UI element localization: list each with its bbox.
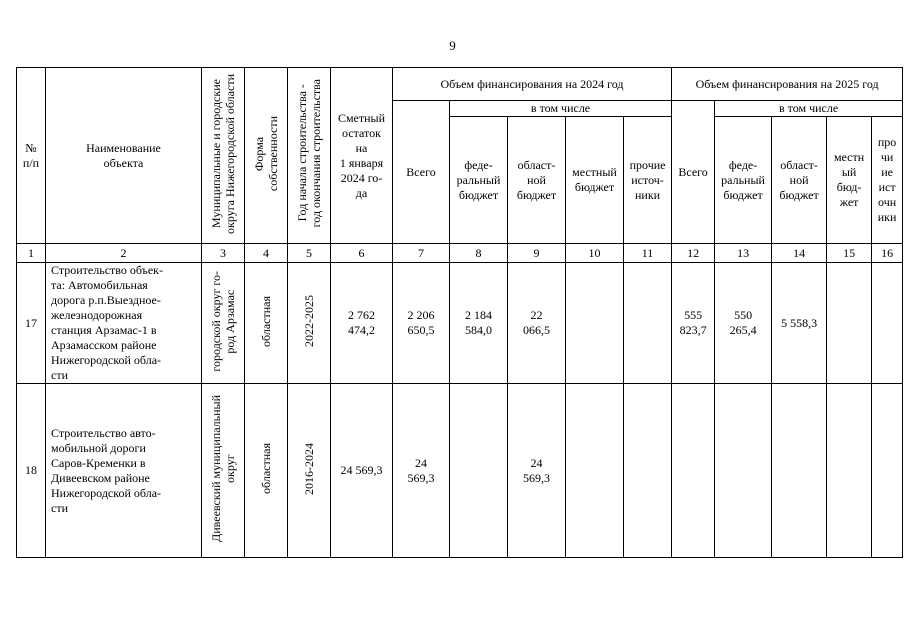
local-2025	[827, 384, 872, 558]
local-2025	[827, 263, 872, 384]
total-2024: 2 206 650,5	[393, 263, 450, 384]
financing-table	[16, 67, 903, 558]
header-ownership-cell	[245, 68, 288, 244]
column-number: 7	[393, 244, 450, 263]
regional-2024: 24 569,3	[508, 384, 566, 558]
column-number-row	[17, 244, 903, 263]
estimate: 24 569,3	[331, 384, 393, 558]
years: 2016-2024	[302, 442, 316, 495]
column-number: 3	[202, 244, 245, 263]
district: городской округ го- род Арзамас	[209, 270, 237, 372]
local-2024	[566, 263, 624, 384]
table-row	[17, 263, 903, 384]
row-num: 17	[17, 263, 46, 384]
regional-2024: 22 066,5	[508, 263, 566, 384]
header-federal-2025: феде- ральный бюджет	[715, 117, 772, 244]
row-num: 18	[17, 384, 46, 558]
years-cell	[288, 384, 331, 558]
column-number: 14	[772, 244, 827, 263]
federal-2024: 2 184 584,0	[450, 263, 508, 384]
column-number: 8	[450, 244, 508, 263]
column-number: 15	[827, 244, 872, 263]
total-2025	[672, 384, 715, 558]
district-cell	[202, 263, 245, 384]
header-fin-2025: Объем финансирования на 2025 год	[672, 68, 903, 101]
header-total-2025: Всего	[672, 101, 715, 244]
other-2025	[872, 384, 903, 558]
header-regional-2025: област- ной бюджет	[772, 117, 827, 244]
header-other-2024: прочие источ- ники	[624, 117, 672, 244]
column-number: 6	[331, 244, 393, 263]
header-fin-2024: Объем финансирования на 2024 год	[393, 68, 672, 101]
column-number: 13	[715, 244, 772, 263]
column-number: 11	[624, 244, 672, 263]
column-number: 9	[508, 244, 566, 263]
column-number: 1	[17, 244, 46, 263]
total-2025: 555 823,7	[672, 263, 715, 384]
column-number: 2	[46, 244, 202, 263]
regional-2025	[772, 384, 827, 558]
header-federal-2024: феде- ральный бюджет	[450, 117, 508, 244]
estimate: 2 762 474,2	[331, 263, 393, 384]
federal-2025: 550 265,4	[715, 263, 772, 384]
header-years-cell	[288, 68, 331, 244]
federal-2024	[450, 384, 508, 558]
object-name: Строительство авто- мобильной дороги Саров-Кременки в Дивеевском районе Нижегородской обла- сти	[46, 384, 202, 558]
column-number: 4	[245, 244, 288, 263]
local-2024	[566, 384, 624, 558]
years-cell	[288, 263, 331, 384]
ownership: областная	[259, 295, 273, 347]
regional-2025: 5 558,3	[772, 263, 827, 384]
table-row	[17, 384, 903, 558]
header-regional-2024: област- ной бюджет	[508, 117, 566, 244]
header-district-cell	[202, 68, 245, 244]
other-2024	[624, 384, 672, 558]
other-2025	[872, 263, 903, 384]
header-estimate: Сметный остаток на 1 января 2024 го- да	[331, 68, 393, 244]
column-number: 16	[872, 244, 903, 263]
column-number: 12	[672, 244, 715, 263]
header-other-2025: про чи ие ист очн ики	[872, 117, 903, 244]
federal-2025	[715, 384, 772, 558]
object-name: Строительство объек- та: Автомобильная дорога р.п.Выездное- железнодорожная станция Арзамас-1 в Арзамасском районе Нижегородской обла- сти	[46, 263, 202, 384]
header-local-2024: местный бюджет	[566, 117, 624, 244]
header-incl-2025: в том числе	[715, 101, 903, 117]
ownership-cell	[245, 384, 288, 558]
header-district: Муниципальные и городские округа Нижегородской области	[209, 73, 237, 234]
ownership: областная	[259, 443, 273, 494]
header-total-2024: Всего	[393, 101, 450, 244]
header-name: Наименование объекта	[46, 68, 202, 244]
district: Дивеевский муниципальный округ	[209, 395, 237, 542]
header-years: Год начала строительства - год окончания строительства	[295, 79, 323, 228]
header-local-2025: местн ый бюд- жет	[827, 117, 872, 244]
column-number: 10	[566, 244, 624, 263]
other-2024	[624, 263, 672, 384]
header-row-1	[17, 68, 903, 101]
column-number: 5	[288, 244, 331, 263]
header-incl-2024: в том числе	[450, 101, 672, 117]
total-2024: 24 569,3	[393, 384, 450, 558]
page-number: 9	[449, 38, 456, 53]
header-ownership: Форма собственности	[252, 115, 280, 192]
ownership-cell	[245, 263, 288, 384]
district-cell	[202, 384, 245, 558]
years: 2022-2025	[302, 295, 316, 347]
header-num: № п/п	[17, 68, 46, 244]
